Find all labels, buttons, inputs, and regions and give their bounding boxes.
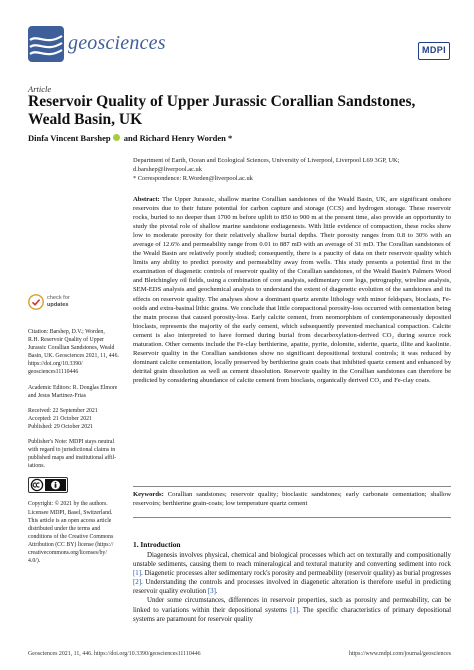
affiliation-line: Department of Earth, Ocean and Ecological Sciences, University of Liverpool, Liverpool L69 3GP, UK; [133, 157, 400, 164]
intro-text: . Diagenetic processes alter sedimentary rock's porosity and permeability (reservoir quality) as burial progresses [141, 570, 451, 578]
author-worden[interactable]: and Richard Henry Worden * [123, 133, 233, 143]
citation-link[interactable]: [1] [290, 606, 299, 614]
journal-name: geosciences [68, 32, 166, 54]
keywords-text: Corallian sandstones; reservoir quality; bioclastic sandstones; early carbonate cementation; shallow reservoirs; berthierine grain-coats; low temperature quartz cement [133, 491, 451, 508]
intro-text: Under some circumstances, differences in reservoir properties, such as porosity and permeability, can be linked to variations within their depositional systems [133, 597, 451, 614]
creative-commons-by-icon [28, 477, 68, 493]
affiliation-block [133, 156, 453, 183]
publisher-note-line: published maps and institutional affil- [28, 455, 117, 462]
publisher-name: MDPI [421, 45, 447, 55]
citation-doi-link[interactable]: geosciences11110446 [28, 369, 79, 376]
citation-line: Citation: Barshep, D.V.; Worden, [28, 329, 105, 335]
citation-link[interactable]: [3] [207, 588, 216, 596]
orcid-icon[interactable] [113, 134, 120, 141]
copyright-line: distributed under the terms and [28, 525, 101, 532]
abstract [133, 195, 451, 385]
footer-citation[interactable]: Geosciences 2021, 11, 446. https://doi.org/10.3390/geosciences11110446 [28, 651, 201, 657]
abstract-text: The Upper Jurassic, shallow marine Corallian sandstones of the Weald Basin, UK, are significant onshore reservoirs due to their future potential for carbon capture and storage (CCS) and hydrogen storage. These reservoir rocks, buried to no deeper than 1700 m before uplift to 850 to 900 m at the present time, also provide an opportunity to study the pivotal role of shallow marine sandstone eodiagenesis. With little evidence of compaction, these rocks show low to moderate porosity for their relatively shallow burial depths. Their porosity ranges from 0.8 to 30% with an average of 12.6% and permeability range from 0.01 to 887 mD with an average of 31 mD. The Corallian sandstones of the Weald Basin are relatively poorly studied; consequently, there is a paucity of data on their reservoir quality which limits any ability to predict porosity and permeability away from wells. This study presents a potential first in the examination of diagenetic controls of reservoir quality of the Corallian sandstones, of the Weald Basin's Palmers Wood and Bletchingley oil fields, using a combination of core analysis, sedimentary core logs, petrography, wireline analysis, SEM-EDS analysis and geochemical analysis to understand the extent of diagenetic evolution of the sandstones and its effects on reservoir quality. The analyses show a dominant quartz arenite lithology with minor feldspars, bioclasts, Fe-ooids and extra-basinal lithic grains. We conclude that little compactional porosity-loss occurred with cementation being the main process that caused porosity-loss. Early calcite cement, from neomorphism of contemporaneously deposited bioclasts, represents the majority of the early cement, which subsequently prevented mechanical compaction. Calcite cement is also interpreted to have formed during burial from decarboxylation-derived CO₂ during source rock maturation. Other cements include the Fe-clay berthierine, apatite, pyrite, dolomite, siderite, quartz, illite and kaolinite. Reservoir quality in the Corallian sandstones show no significant depositional textural controls; it was reduced by dominant calcite cementation, locally preserved by berthierine grain coats that inhibited quartz cement and enhanced by detrital grain dissolution as well as cement dissolution. Reservoir quality in the Corallian sandstones can therefore be predicted by considering abundance of calcite cement from bioclasts, organically derived CO₂ and Fe-clay coats. [133, 196, 451, 384]
intro-text: . Understanding the controls and processes involved in diagenetic alteration is therefore useful in predicting reservoir quality evolution [133, 579, 451, 596]
author-email[interactable]: d.barshep@liverpool.ac.uk [133, 166, 202, 173]
journal-header [28, 26, 452, 76]
editors-line: Academic Editors: R. Douglas Elmore [28, 384, 118, 391]
cc-license-badge[interactable] [28, 477, 68, 493]
citation-link[interactable]: [2] [133, 579, 142, 587]
intro-text: . The specific characteristics of primary depositional systems are paramount for reservoir quality [133, 606, 451, 623]
received-date: Received: 22 September 2021 [28, 407, 98, 414]
citation-line: Basin, UK. Geosciences 2021, 11, 446. [28, 353, 119, 360]
publisher-note-line: iations. [28, 463, 45, 470]
mdpi-logo [418, 42, 450, 60]
copyright-line: Copyright: © 2021 by the authors. [28, 501, 108, 508]
section-heading-introduction: 1. Introduction [133, 540, 181, 549]
author-barshep[interactable]: Dinfa Vincent Barshep [28, 133, 111, 143]
copyright-line[interactable]: Attribution (CC BY) license (https:// [28, 541, 114, 548]
citation-line: R.H. Reservoir Quality of Upper [28, 337, 104, 344]
author-list [28, 133, 232, 143]
divider [133, 486, 451, 487]
abstract-label: Abstract: [133, 196, 160, 203]
intro-paragraph-1 [133, 551, 451, 596]
intro-paragraph-2 [133, 596, 451, 623]
check-for-updates-icon [28, 294, 44, 310]
copyright-block [28, 500, 126, 565]
academic-editors [28, 384, 126, 400]
keywords [133, 490, 451, 508]
citation-doi-link[interactable]: https://doi.org/10.3390/ [28, 361, 83, 368]
published-date: Published: 29 October 2021 [28, 423, 93, 430]
intro-text: Diagenesis involves physical, chemical and biological processes which act on texturally and compositionally unstable sediments, causing them to reach mineralogical and textural maturity and converting sediment into rock [133, 552, 451, 569]
check-for-updates-badge[interactable] [28, 292, 126, 314]
introduction-body [133, 551, 451, 624]
citation-block [28, 328, 126, 377]
geosciences-wave-logo-icon [28, 26, 64, 62]
article-dates [28, 407, 126, 431]
check-line-1: check for [47, 295, 70, 301]
publisher-note-line: with regard to jurisdictional claims in [28, 447, 116, 454]
intro-text: . [215, 588, 218, 596]
article-title: Reservoir Quality of Upper Jurassic Corallian Sandstones, Weald Basin, UK [28, 93, 416, 128]
copyright-line[interactable]: creativecommons.org/licenses/by/ [28, 549, 107, 556]
copyright-line[interactable]: 4.0/). [28, 558, 41, 565]
check-for-updates-label [47, 295, 70, 308]
publisher-note-line: Publisher's Note: MDPI stays neutral [28, 439, 115, 446]
copyright-line: This article is an open access article [28, 517, 112, 524]
keywords-label: Keywords: [133, 491, 164, 498]
editors-line: and Jesus Martinez-Frias [28, 392, 86, 399]
accepted-date: Accepted: 21 October 2021 [28, 415, 92, 422]
copyright-line: Licensee MDPI, Basel, Switzerland. [28, 509, 113, 516]
footer-journal-link[interactable]: https://www.mdpi.com/journal/geosciences [348, 651, 451, 657]
copyright-line: conditions of the Creative Commons [28, 533, 114, 540]
check-line-2: updates [47, 301, 69, 308]
publisher-note [28, 438, 126, 470]
correspondence[interactable]: * Correspondence: R.Worden@liverpool.ac.uk [133, 175, 253, 182]
citation-link[interactable]: [1] [133, 570, 142, 578]
divider [133, 517, 451, 518]
sidebar [28, 292, 126, 572]
article-type: Article [28, 84, 52, 94]
citation-line: Jurassic Corallian Sandstones, Weald [28, 345, 115, 352]
